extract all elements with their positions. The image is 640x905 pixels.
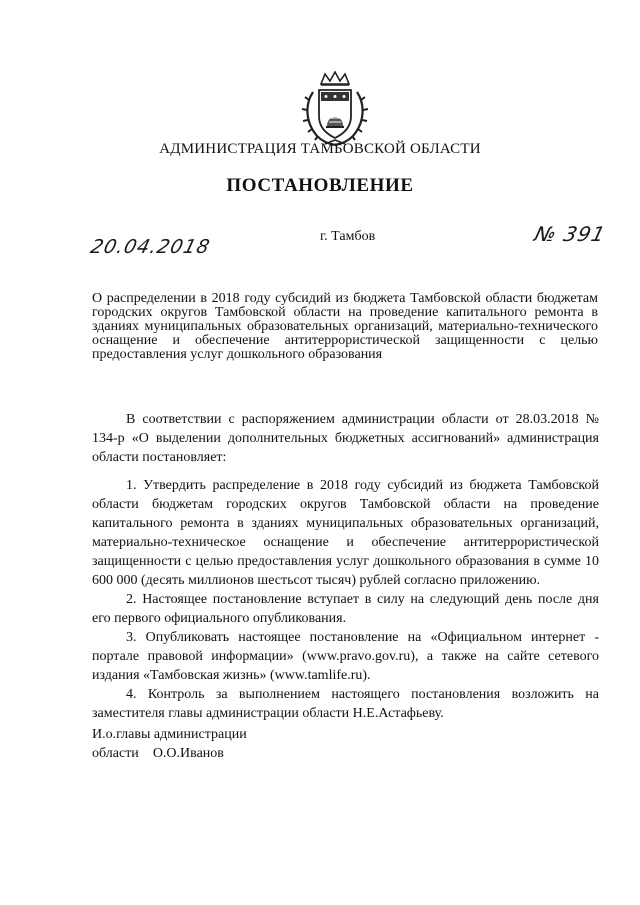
signatory-line-2 [92,744,247,763]
clause-3: 3. Опубликовать настоящее постановление на «Официальном интернет - портале правовой информации» (www.pravo.gov.ru), а также на сайте сетевого издания «Тамбовская жизнь» (www.tamlife.ru). [92,630,599,683]
handwritten-number: № 391 [532,222,609,246]
signatory-position: И.о.главы администрации [92,727,247,742]
clause-2: 2. Настоящее постановление вступает в силу на следующий день после дня его первого официального опубликования. [92,592,599,626]
intro-paragraph: В соответствии с распоряжением администрации области от 28.03.2018 № 134-р «О выделении дополнительных бюджетных ассигнований» администрация области постановляет: [92,412,599,465]
clause-4: 4. Контроль за выполнением настоящего постановления возложить на заместителя главы администрации области Н.Е.Астафьеву. [92,687,599,721]
signature-block [92,725,247,763]
coat-of-arms-icon [299,70,371,148]
issuing-authority: АДМИНИСТРАЦИЯ ТАМБОВСКОЙ ОБЛАСТИ [159,141,481,157]
document-body [92,410,599,723]
signatory-position-2: области [92,746,139,761]
handwritten-date: 20.04.2018 [88,236,213,258]
document-subject: О распределении в 2018 году субсидий из бюджета Тамбовской области бюджетам городских округов Тамбовской области на проведение капитального ремонта в зданиях муниципальных образовательных организаций, материально-технического оснащение и обеспечение антитеррористической защищенности с целью предоставления услуг дошкольного образования [92,291,598,362]
signatory-name: О.О.Иванов [152,746,224,761]
document-type-title: ПОСТАНОВЛЕНИЕ [226,175,414,196]
clause-1: 1. Утвердить распределение в 2018 году субсидий из бюджета Тамбовской области бюджетам городских округов Тамбовской области на проведение капитального ремонта в зданиях муниципальных образовательных организаций, материально-техническое оснащение и обеспечение антитеррористической защищенности с целью предоставления услуг дошкольного образования в сумме 10 600 000 (десять миллионов шестьсот тысяч) рублей согласно приложению. [92,478,599,588]
city-name: г. Тамбов [320,229,376,244]
